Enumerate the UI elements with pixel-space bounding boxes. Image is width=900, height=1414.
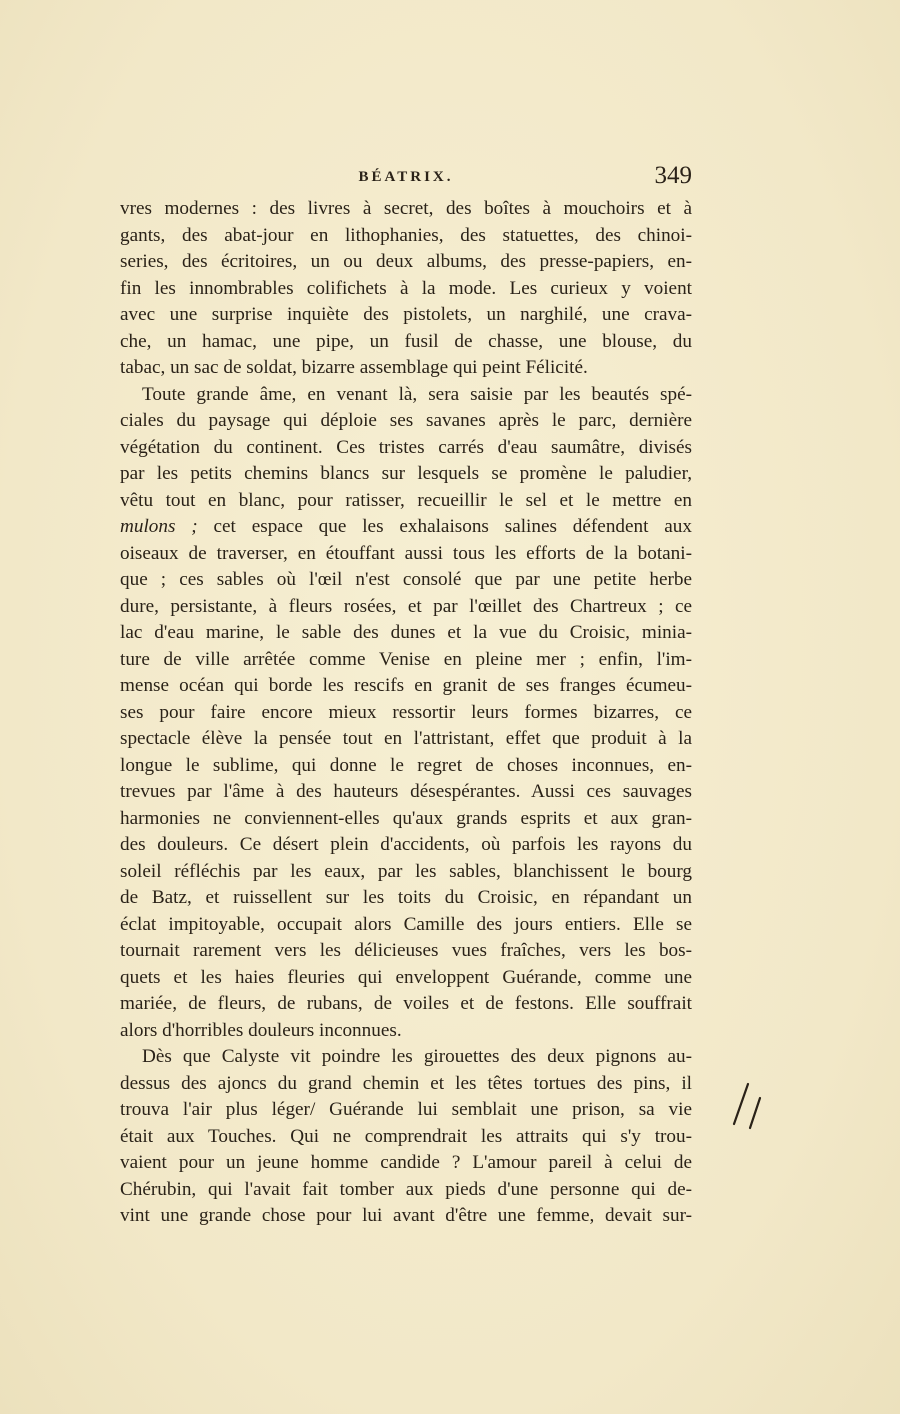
text-line: Chérubin, qui l'avait fait tomber aux pieds d'une personne qui de- [120, 1178, 692, 1200]
text-line: que ; ces sables où l'œil n'est consolé que par une petite herbe [120, 569, 692, 590]
text-line: des douleurs. Ce désert plein d'accidents, où parfois les rayons du [120, 834, 692, 855]
text-line: par les petits chemins blancs sur lesquels se promène le paludier, [120, 463, 692, 484]
text-line: végétation du continent. Ces tristes carrés d'eau saumâtre, divisés [120, 436, 692, 458]
text-line: vaient pour un jeune homme candide ? L'amour pareil à celui de [120, 1152, 692, 1173]
text-line-with-italic [120, 514, 692, 541]
text-line: lac d'eau marine, le sable des dunes et la vue du Croisic, minia- [120, 622, 692, 643]
text-line: quets et les haies fleuries qui enveloppent Guérande, comme une [120, 966, 692, 988]
text-line: vint une grande chose pour lui avant d'être une femme, devait sur- [120, 1205, 692, 1226]
text-line: fin les innombrables colifichets à la mode. Les curieux y voient [120, 277, 692, 299]
text-line: ses pour faire encore mieux ressortir leurs formes bizarres, ce [120, 701, 692, 723]
text-line: trevues par l'âme à des hauteurs désespérantes. Aussi ces sauvages [120, 781, 692, 802]
text-line: éclat impitoyable, occupait alors Camille des jours entiers. Elle se [120, 913, 692, 935]
paragraph-2 [120, 382, 692, 1045]
text-line: Toute grande âme, en venant là, sera saisie par les beautés spé- [142, 383, 692, 405]
running-head [120, 160, 692, 190]
text-line: ciales du paysage qui déploie ses savanes après le parc, dernière [120, 410, 692, 431]
text-line: dure, persistante, à fleurs rosées, et par l'œillet des Chartreux ; ce [120, 595, 692, 617]
text-line: dessus des ajoncs du grand chemin et les têtes tortues des pins, il [120, 1072, 692, 1094]
text-line: mense océan qui borde les rescifs en granit de ses franges écumeu- [120, 675, 692, 696]
text-line: series, des écritoires, un ou deux albums, des presse-papiers, en- [120, 251, 692, 272]
text-line: vres modernes : des livres à secret, des boîtes à mouchoirs et à [120, 198, 692, 219]
text-line: ture de ville arrêtée comme Venise en pleine mer ; enfin, l'im- [120, 648, 692, 670]
text-line: gants, des abat-jour en lithophanies, des statuettes, des chinoi- [120, 224, 692, 246]
text-line: de Batz, et ruissellent sur les toits du Croisic, en répandant un [120, 887, 692, 908]
text-line: trouva l'air plus léger/ Guérande lui semblait une prison, sa vie [120, 1099, 692, 1120]
text-line: avec une surprise inquiète des pistolets, un narghilé, une crava- [120, 304, 692, 325]
text-line: alors d'horribles douleurs inconnues. [120, 1019, 402, 1041]
page-number: 349 [654, 162, 692, 189]
paragraph-1 [120, 196, 692, 382]
text-line: mariée, de fleurs, de rubans, de voiles et de festons. Elle souffrait [120, 993, 692, 1014]
text-line: longue le sublime, qui donne le regret de choses inconnues, en- [120, 754, 692, 776]
handwritten-double-slash-mark-icon [728, 1080, 768, 1130]
italic-word: mulons ; [120, 516, 198, 537]
text-line: était aux Touches. Qui ne comprendrait les attraits qui s'y trou- [120, 1125, 692, 1147]
paragraph-3 [120, 1044, 692, 1230]
text-fragment: cet espace que les exhalaisons salines défendent aux [197, 516, 692, 537]
text-line: harmonies ne conviennent-elles qu'aux grands esprits et aux gran- [120, 807, 692, 829]
text-line: oiseaux de traverser, en étouffant aussi tous les efforts de la botani- [120, 542, 692, 564]
text-line: che, un hamac, une pipe, un fusil de chasse, une blouse, du [120, 330, 692, 352]
text-line: spectacle élève la pensée tout en l'attristant, effet que produit à la [120, 728, 692, 749]
text-line: tournait rarement vers les délicieuses vues fraîches, vers les bos- [120, 940, 692, 961]
text-line: Dès que Calyste vit poindre les girouettes des deux pignons au- [142, 1046, 692, 1067]
body-text [120, 196, 692, 1230]
text-line: soleil réfléchis par les eaux, par les sables, blanchissent le bourg [120, 860, 692, 882]
text-line: vêtu tout en blanc, pour ratisser, recueillir le sel et le mettre en [120, 489, 692, 511]
text-line: tabac, un sac de soldat, bizarre assemblage qui peint Félicité. [120, 357, 588, 378]
running-title: BÉATRIX. [358, 169, 454, 185]
